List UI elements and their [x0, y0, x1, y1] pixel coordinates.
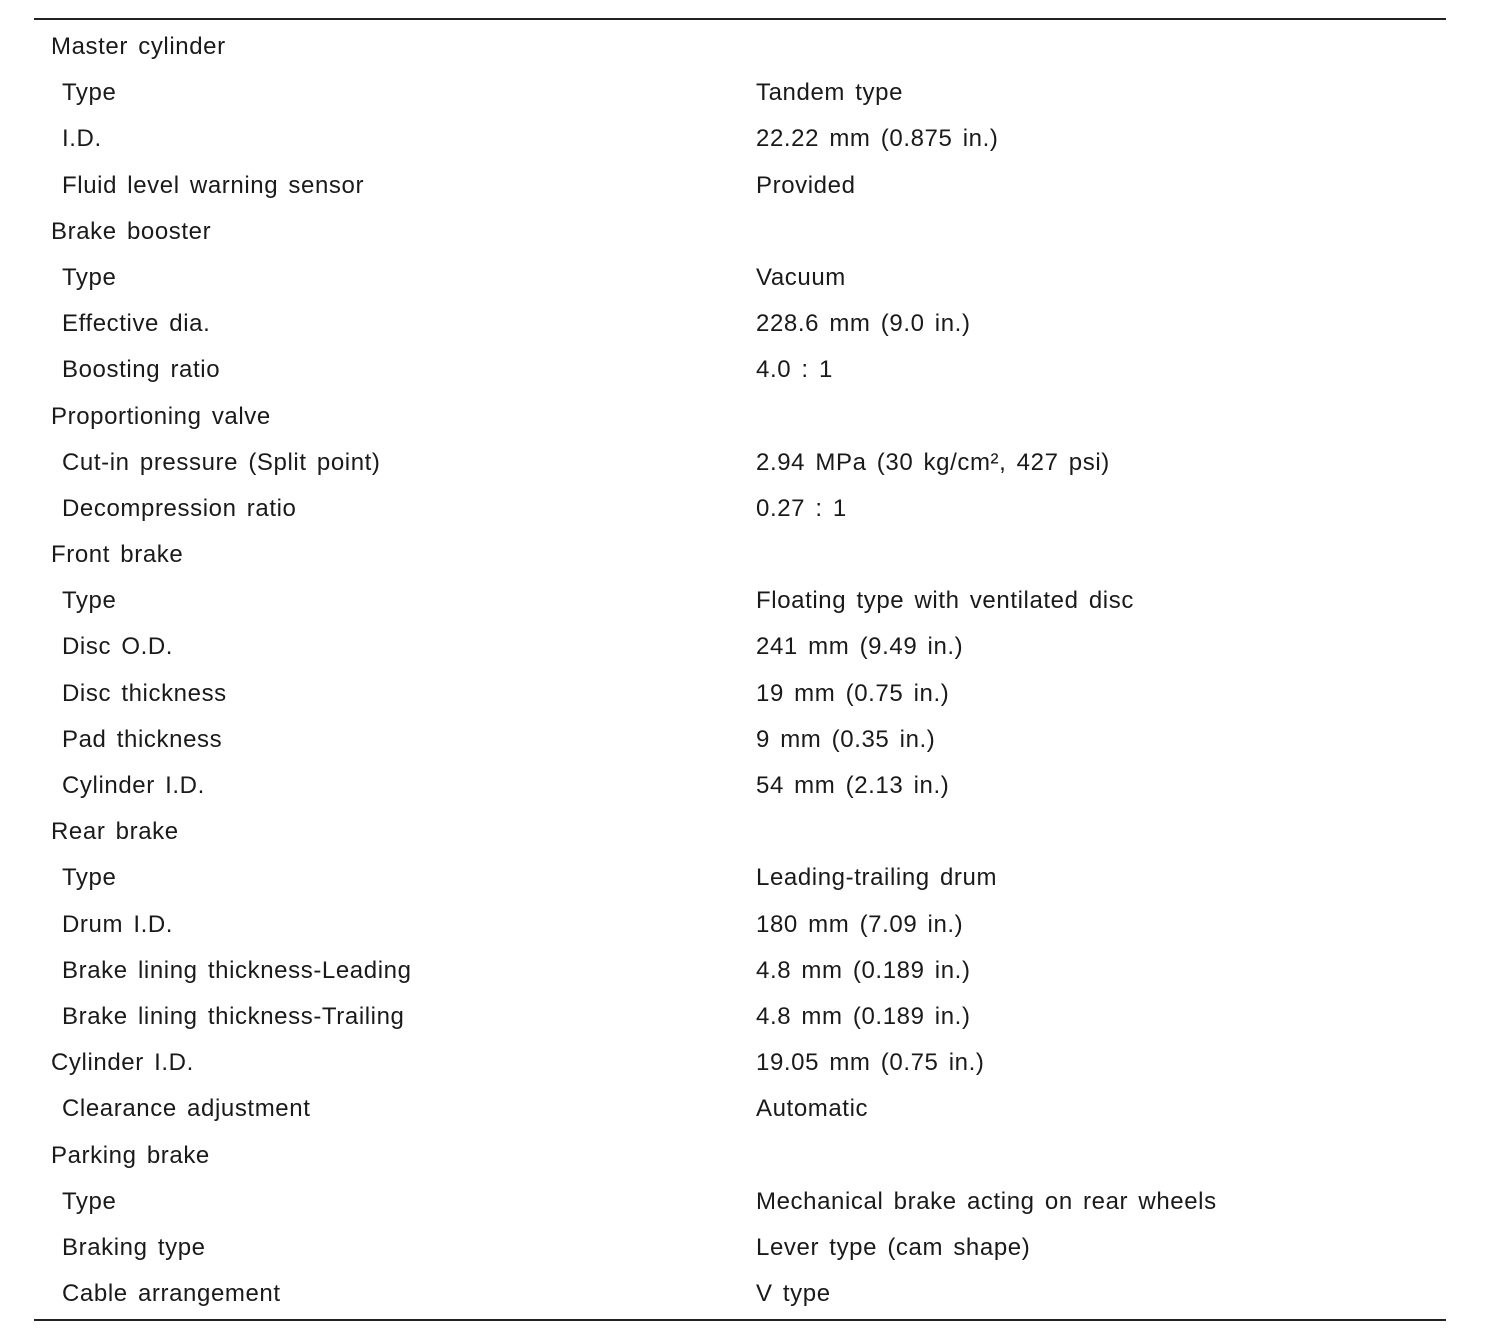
table-row [34, 902, 1446, 948]
row-label: Parking brake [51, 1141, 210, 1169]
row-value: Leading-trailing drum [756, 864, 998, 892]
row-value: 0.27 : 1 [756, 494, 847, 522]
row-label: I.D. [62, 125, 102, 153]
table-row [34, 1040, 1446, 1086]
row-label: Brake booster [51, 217, 212, 245]
table-row [34, 1179, 1446, 1225]
row-label: Drum I.D. [62, 910, 174, 938]
brake-specifications-table [34, 18, 1446, 1321]
row-label: Boosting ratio [62, 356, 221, 384]
row-label: Type [62, 79, 117, 107]
row-value: 19.05 mm (0.75 in.) [756, 1049, 985, 1077]
row-value: 241 mm (9.49 in.) [756, 633, 964, 661]
row-label: Type [62, 1187, 117, 1215]
row-label: Master cylinder [51, 33, 226, 60]
table-row [34, 440, 1446, 486]
table-row [34, 255, 1446, 301]
row-value: 228.6 mm (9.0 in.) [756, 310, 971, 338]
row-value: V type [756, 1280, 831, 1308]
row-label: Type [62, 864, 117, 892]
row-value: 4.8 mm (0.189 in.) [756, 956, 971, 984]
row-value: Floating type with ventilated disc [756, 587, 1134, 615]
row-value: Tandem type [756, 79, 904, 107]
table-row [34, 1225, 1446, 1271]
row-label: Cable arrangement [62, 1280, 281, 1308]
row-value: 22.22 mm (0.875 in.) [756, 125, 999, 153]
row-label: Effective dia. [62, 310, 211, 338]
row-label: Proportioning valve [51, 402, 271, 430]
table-row [34, 578, 1446, 624]
table-row [34, 948, 1446, 994]
row-value: 180 mm (7.09 in.) [756, 910, 964, 938]
table-row [34, 116, 1446, 162]
table-row [34, 1271, 1446, 1317]
row-label: Rear brake [51, 818, 179, 846]
table-row [34, 671, 1446, 717]
row-value: Lever type (cam shape) [756, 1233, 1031, 1261]
table-row [34, 624, 1446, 670]
row-label: Fluid level warning sensor [62, 171, 365, 199]
row-label: Decompression ratio [62, 494, 297, 522]
table-row [34, 209, 1446, 255]
row-value: Vacuum [756, 263, 846, 291]
table-row [34, 347, 1446, 393]
row-label: Pad thickness [62, 725, 223, 753]
row-label: Front brake [51, 541, 184, 569]
row-value: Automatic [756, 1095, 869, 1123]
row-label: Cylinder I.D. [62, 772, 205, 799]
row-label: Cylinder I.D. [51, 1049, 194, 1077]
table-row [34, 532, 1446, 578]
row-label: Disc O.D. [62, 633, 174, 661]
table-row [34, 855, 1446, 901]
row-label: Cut-in pressure (Split point) [62, 448, 381, 476]
row-label: Type [62, 587, 117, 615]
table-row [34, 486, 1446, 532]
table-row [34, 763, 1446, 809]
table-row [34, 717, 1446, 763]
row-value: 19 mm (0.75 in.) [756, 679, 950, 707]
row-value: Mechanical brake acting on rear wheels [756, 1187, 1217, 1215]
row-label: Type [62, 263, 117, 291]
table-row [34, 1133, 1446, 1179]
table-row [34, 809, 1446, 855]
row-label: Clearance adjustment [62, 1095, 311, 1123]
row-value: 54 mm (2.13 in.) [756, 772, 950, 799]
table-row [34, 994, 1446, 1040]
row-label: Brake lining thickness-Trailing [62, 1002, 405, 1030]
table-row [34, 24, 1446, 70]
table-row [34, 1086, 1446, 1132]
table-row [34, 163, 1446, 209]
row-label: Disc thickness [62, 679, 227, 707]
row-value: Provided [756, 171, 856, 199]
row-value: 9 mm (0.35 in.) [756, 725, 936, 753]
row-label: Brake lining thickness-Leading [62, 956, 412, 984]
row-value: 2.94 MPa (30 kg/cm², 427 psi) [756, 448, 1110, 476]
row-value: 4.0 : 1 [756, 356, 833, 384]
table-row [34, 301, 1446, 347]
row-label: Braking type [62, 1233, 206, 1261]
table-row [34, 70, 1446, 116]
row-value: 4.8 mm (0.189 in.) [756, 1002, 971, 1030]
table-row [34, 394, 1446, 440]
